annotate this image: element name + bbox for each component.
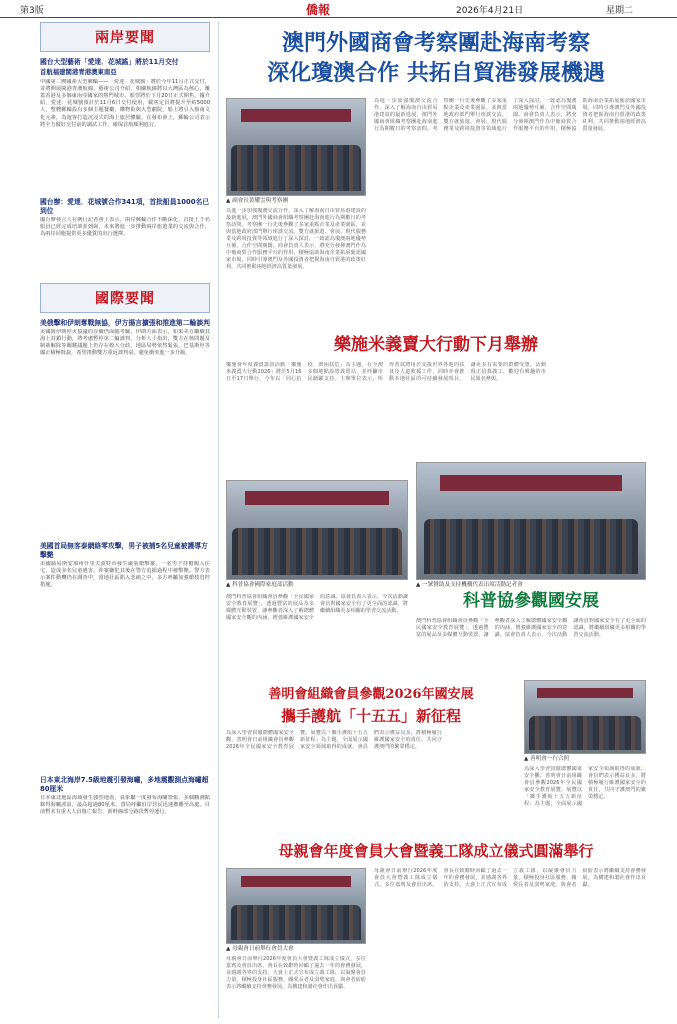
page-number: 第3版 (20, 6, 44, 16)
section-header-international: 國際要聞 (40, 283, 210, 313)
page-header (0, 0, 677, 18)
photo-caption: ▲ 一眾贊助及支持機構代表出席活動記者會 (416, 582, 646, 589)
article-body: 澳門科普協會組織會員參觀「全民國家安全教育展覽」，透過豐富的展品及多媒體互動裝置，讓參觀者深入了解總體國家安全觀的內涵，增強維護國家安全的意識。協會負責人表示，今次活動讓會員對國家安全有了更全面的認識，將繼續組織更多相關的學習交流活動。 (226, 594, 408, 621)
article-body: 日本東北地區海域發生強烈地震，氣象廳一度發布海嘯警報，多個觀測點錄得海嘯波浪，最高超過80厘米。當局呼籲沿岸居民迅速撤離至高處，目前暫未有重大人員傷亡報告，新幹線部分路段暫停運行。 (40, 794, 210, 815)
article-title: 日本東北海岸7.5級地震引發海嘯，多地震觀測点海嘯超80厘米 (40, 775, 209, 793)
photo-rice-sale (226, 480, 408, 580)
article-subtitle: 首航福建閩港青港澳東南亞 (40, 68, 117, 76)
main-headline: 澳門外國商會考察團赴海南考察 (281, 30, 590, 56)
article-body: 國台辦發言人在例行記者會上表示，兩岸郵輪合作不斷深化，首批上千名船員已經完成培訓並到崗，未來將進一步推動兩岸旅遊業的交流與合作，為兩岸同胞提供更多優質的出行選擇。 (40, 216, 210, 237)
article-body: 中國第二艘國產大型郵輪——「愛達．花城號」將於今年11月正式交付，並將開展閩港青澳航線，藝術公司介紹，相關航線將以大灣區為核心，覆蓋香港及多個東南亞國家的熱門城市，船票將於下月20日正式開售。據介紹，愛達．花城號預計於11月6日交付使用，載客定員將提升至約5000人，整艘郵輪設有多個主題餐廳、購物街與大型劇院，船上將引入嶺南文化元素，為遊客打造沉浸式的海上旅居體驗。在發布會上，郵輪公司表示將全力做好交付前的調試工作，確保首航順利進行。 (40, 78, 210, 128)
section-headline-shanming-sub: 攜手護航「十五五」新征程 (280, 707, 461, 725)
column-divider (218, 22, 219, 1018)
main-column (226, 22, 646, 1018)
photo-delegation (226, 98, 366, 196)
photo-caption: ▲ 副會長黃耀雲與考察團 (226, 198, 366, 205)
article-title: 美俄擊和伊朗奪戰無協，伊方揚言擴張和推進第二輪談判 (40, 318, 210, 327)
article-body-columns: 為進一步加強瓊澳交流合作，深入了解海南自由貿易港建設的最新進展，澳門外國商會組織考察團赴海南進行為期數日的考察訪問。考察團一行先後參觀了多家重點企業及產業園區，並與當地政府部門舉行座談交流。雙方就旅遊、會展、現代服務業及跨境投資等領域進行了深入探討，一致認為瓊澳兩地優勢互補，合作空間廣闊。商會負責人表示，將充分發揮澳門作為中葡商貿合作服務平台的作用，積極協助海南企業拓展葡語國家市場，同時引導澳門及外國投資者把握海南自貿港的政策紅利，共同推動兩地經濟高質量發展。 (374, 98, 646, 132)
article-body: 為深入學習貫徹總體國家安全觀，善明會日前組織會員參觀2026年全民國家安全教育展覽。展覽以「攜手護航十五五新征程」為主題，全面展示國家安全領域取得的成就。會員們表示獲益良多，將積極履行維護國家安全的責任，共同守護澳門的繁榮穩定。 (226, 730, 442, 750)
photo-shanming (524, 680, 646, 754)
article-title: 美國首局無客泰網絡零攻擊，男子被捕5名兒童被護導方擊斃 (40, 541, 208, 559)
main-subheadline: 深化瓊澳合作 共拓自貿港發展機遇 (267, 60, 605, 86)
left-column (40, 22, 210, 1018)
section-headline-science: 科普協參觀國安展 (463, 591, 599, 611)
article-body: 樂施會年度義賣籌款活動「樂施米義賣大行動2026」將於5月16日至17日舉行，今年以「同心抗疫．濟困扶危」為主題，在全澳多個地點設置義賣站，並呼籲市民踴躍支持。主辦單位表示，所得善款將用於支援世界各地的扶貧及人道救援工作，同時亦會推動本地社區的可持續發展項目，讓更多有需要的群體受惠。活動現正招募義工，歡迎有興趣的市民報名參與。 (226, 362, 546, 382)
article-title: 國台大型藝術「愛達．花城謠」將於11月交付 (40, 58, 179, 66)
photo-caption: ▲ 母親會日前舉行會員大會 (226, 946, 366, 953)
article-body: 澳門科普協會組織會員參觀「全民國家安全教育展覽」，透過豐富的展品及多媒體互動裝置，讓參觀者深入了解總體國家安全觀的內涵，增強維護國家安全的意識。協會負責人表示，今次活動讓會員對國家安全有了更全面的認識，將繼續組織更多相關的學習交流活動。 (416, 618, 646, 638)
photo-caption: ▲ 科普協會國際家庭部活動 (226, 582, 408, 589)
newspaper-logo: 僑報 (306, 3, 331, 17)
article-body: 為進一步加強瓊澳交流合作，深入了解海南自由貿易港建設的最新進展，澳門外國商會組織考察團赴海南進行為期數日的考察訪問。考察團一行先後參觀了多家重點企業及產業園區，並與當地政府部門舉行座談交流。雙方就旅遊、會展、現代服務業及跨境投資等領域進行了深入探討，一致認為瓊澳兩地優勢互補，合作空間廣闊。商會負責人表示，將充分發揮澳門作為中葡商貿合作服務平台的作用，積極協助海南企業拓展葡語國家市場，同時引導澳門及外國投資者把握海南自貿港的政策紅利，共同推動兩地經濟高質量發展。 (226, 208, 366, 270)
article-body: 母親會日前舉行2026年度會員大會暨義工隊成立儀式，多位嘉賓及會員出席。會長在致辭時回顧了過去一年的會務發展，並感謝各界的支持。大會上正式宣布成立義工隊，以凝聚會員力量，積極投身社區服務，關愛長者及弱勢家庭。與會者紛紛表示將繼續支持會務發展，為構建和諧社會作出貢獻。 (226, 956, 366, 990)
photo-caption: ▲ 善明會一行合照 (524, 756, 646, 763)
article-body: 美國路易斯安那州什里夫波特市發生嚴重槍擊案，一名男子持槍闖入住宅，造成多名兒童遇害，涉案嫌犯其後在警方追捕過程中被擊斃。警方表示案件動機仍在調查中，當地社區陷入悲痛之中，多方呼籲加強槍枝管控措施。 (40, 560, 210, 589)
issue-date: 2026年4月21日 (456, 6, 524, 16)
section-headline-mothers: 母親會年度會員大會暨義工隊成立儀式圓滿舉行 (278, 842, 594, 860)
section-headline-rice-sale: 樂施米義賣大行動下月舉辦 (334, 335, 538, 355)
photo-sponsors (416, 462, 646, 580)
article-body-columns: 母親會日前舉行2026年度會員大會暨義工隊成立儀式，多位嘉賓及會員出席。會長在致辭時回顧了過去一年的會務發展，並感謝各界的支持。大會上正式宣布成立義工隊，以凝聚會員力量，積極投身社區服務，關愛長者及弱勢家庭。與會者紛紛表示將繼續支持會務發展，為構建和諧社會作出貢獻。 (374, 868, 646, 888)
photo-mothers (226, 868, 366, 944)
article-body: 為深入學習貫徹總體國家安全觀，善明會日前組織會員參觀2026年全民國家安全教育展覽。展覽以「攜手護航十五五新征程」為主題，全面展示國家安全領域取得的成就。會員們表示獲益良多，將積極履行維護國家安全的責任，共同守護澳門的繁榮穩定。 (524, 766, 646, 807)
article-body: 美國與伊朗停火協議的存續仍面臨考驗，伊朗方面表示，如果美方繼續其海上封鎖行動，將考慮暫停第二輪談判。分析人士指出，雙方在核問題及制裁解除等關鍵議題上仍存在較大分歧，地區局勢依然緊張。巴基斯坦等國正積極斡旋，希望推動雙方重返談判桌，避免衝突進一步升級。 (40, 328, 210, 357)
issue-weekday: 星期二 (606, 6, 634, 16)
section-headline-shanming: 善明會組織會員參觀2026年國安展 (268, 687, 474, 702)
section-header-cross-strait: 兩岸要聞 (40, 22, 210, 52)
article-title: 國台辦：愛達．花城號合作341項，首批船員1000名已到位 (40, 197, 210, 215)
